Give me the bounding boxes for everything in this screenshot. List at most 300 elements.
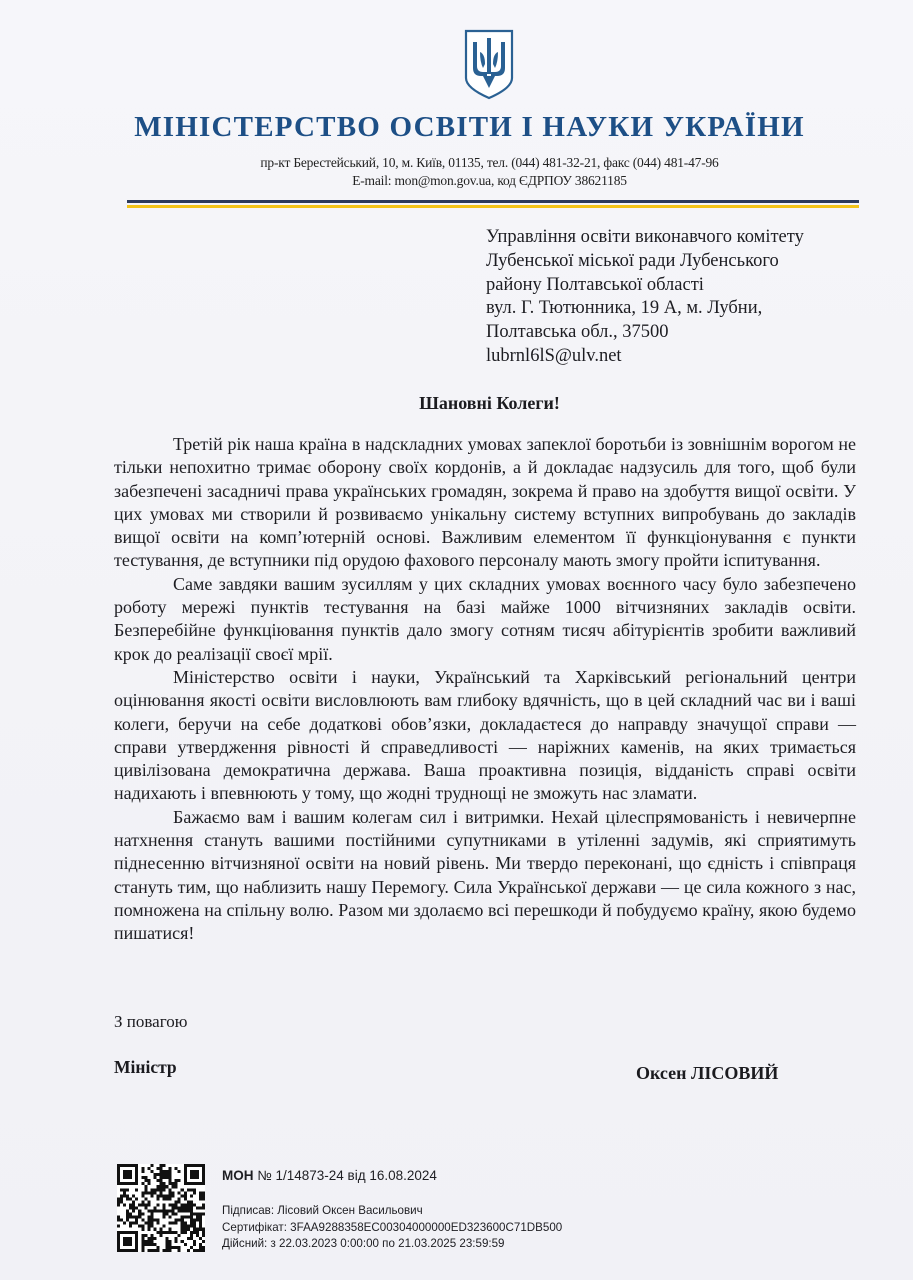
qr-module [123, 1191, 126, 1194]
qr-module [159, 1231, 162, 1234]
recipient-line: Управління освіти виконавчого комітету [486, 227, 804, 247]
qr-module [169, 1231, 172, 1234]
qr-module [117, 1216, 120, 1219]
qr-module [166, 1170, 169, 1173]
recipient-line: вул. Г. Тютюнника, 19 А, м. Лубни, [486, 298, 763, 319]
qr-module [187, 1210, 190, 1213]
qr-module [141, 1191, 144, 1194]
qr-module [163, 1203, 166, 1206]
qr-module [178, 1249, 181, 1252]
letter-body [114, 433, 856, 946]
qr-module [166, 1231, 169, 1234]
qr-module [147, 1167, 150, 1170]
qr-module [169, 1240, 172, 1243]
qr-module [141, 1237, 144, 1240]
qr-module [150, 1249, 153, 1252]
qr-module [135, 1222, 138, 1225]
qr-module [178, 1206, 181, 1209]
qr-module [141, 1200, 144, 1203]
qr-module [132, 1222, 135, 1225]
qr-module [153, 1228, 156, 1231]
qr-module [187, 1203, 190, 1206]
qr-module [199, 1237, 202, 1240]
qr-code-icon [117, 1164, 205, 1252]
qr-module [202, 1197, 205, 1200]
qr-module [178, 1210, 181, 1213]
registration-value: № 1/14873-24 від 16.08.2024 [257, 1168, 437, 1183]
closing: З повагою [114, 1012, 188, 1031]
qr-module [190, 1246, 193, 1249]
qr-module [178, 1170, 181, 1173]
qr-module [126, 1216, 129, 1219]
qr-module [178, 1234, 181, 1237]
qr-module [202, 1191, 205, 1194]
qr-module [135, 1219, 138, 1222]
qr-module [190, 1237, 193, 1240]
qr-module [129, 1222, 132, 1225]
qr-module [159, 1194, 162, 1197]
qr-module [123, 1203, 126, 1206]
qr-module [150, 1194, 153, 1197]
qr-module [181, 1228, 184, 1231]
qr-module [156, 1194, 159, 1197]
qr-module [159, 1179, 162, 1182]
qr-module [193, 1222, 196, 1225]
qr-module [144, 1188, 147, 1191]
qr-module [181, 1188, 184, 1191]
qr-module [190, 1213, 193, 1216]
qr-module [193, 1188, 196, 1191]
qr-module [175, 1200, 178, 1203]
qr-module [126, 1188, 129, 1191]
qr-module [141, 1246, 144, 1249]
qr-module [175, 1237, 178, 1240]
qr-module [202, 1203, 205, 1206]
qr-module [147, 1200, 150, 1203]
qr-module [141, 1228, 144, 1231]
qr-module [193, 1228, 196, 1231]
qr-module [202, 1234, 205, 1237]
qr-module [202, 1194, 205, 1197]
qr-module [132, 1216, 135, 1219]
qr-module [169, 1249, 172, 1252]
qr-module [166, 1249, 169, 1252]
qr-module [129, 1206, 132, 1209]
qr-module [123, 1188, 126, 1191]
qr-module [126, 1210, 129, 1213]
qr-module [190, 1225, 193, 1228]
letterhead-rule-yellow [127, 205, 859, 208]
qr-module [141, 1170, 144, 1173]
qr-module [196, 1219, 199, 1222]
qr-module [172, 1231, 175, 1234]
qr-module [138, 1216, 141, 1219]
qr-module [166, 1243, 169, 1246]
qr-module [150, 1225, 153, 1228]
qr-module [144, 1243, 147, 1246]
qr-module [202, 1228, 205, 1231]
qr-module [193, 1243, 196, 1246]
qr-module [141, 1234, 144, 1237]
qr-module [123, 1194, 126, 1197]
qr-module [144, 1185, 147, 1188]
signed-by: Підписав: Лісовий Оксен Васильович [222, 1204, 423, 1217]
qr-module [166, 1237, 169, 1240]
greeting: Шановні Колеги! [419, 393, 560, 413]
qr-module [175, 1182, 178, 1185]
qr-module [193, 1249, 196, 1252]
qr-module [117, 1200, 120, 1203]
qr-module [163, 1185, 166, 1188]
qr-module [196, 1234, 199, 1237]
qr-module [144, 1197, 147, 1200]
qr-module [202, 1206, 205, 1209]
qr-module [150, 1237, 153, 1240]
qr-module [187, 1200, 190, 1203]
qr-module [147, 1182, 150, 1185]
qr-module [156, 1219, 159, 1222]
qr-module [150, 1170, 153, 1173]
qr-module [141, 1182, 144, 1185]
qr-module [159, 1210, 162, 1213]
qr-module [199, 1194, 202, 1197]
qr-module [153, 1219, 156, 1222]
qr-module [147, 1191, 150, 1194]
qr-module [156, 1203, 159, 1206]
qr-module [202, 1246, 205, 1249]
qr-module [184, 1194, 187, 1197]
qr-module [159, 1176, 162, 1179]
qr-module [156, 1167, 159, 1170]
qr-module [184, 1222, 187, 1225]
qr-module [147, 1237, 150, 1240]
qr-module [196, 1206, 199, 1209]
qr-module [175, 1185, 178, 1188]
qr-module [156, 1197, 159, 1200]
qr-module [150, 1188, 153, 1191]
qr-module [153, 1243, 156, 1246]
qr-module [181, 1216, 184, 1219]
qr-module [199, 1213, 202, 1216]
qr-module [175, 1219, 178, 1222]
qr-module [184, 1216, 187, 1219]
qr-module [144, 1203, 147, 1206]
qr-module [147, 1222, 150, 1225]
qr-module [169, 1246, 172, 1249]
qr-module [159, 1234, 162, 1237]
qr-module [190, 1231, 193, 1234]
qr-module [181, 1222, 184, 1225]
qr-module [126, 1213, 129, 1216]
qr-module [150, 1213, 153, 1216]
qr-module [199, 1228, 202, 1231]
qr-module [178, 1219, 181, 1222]
qr-module [163, 1210, 166, 1213]
qr-module [150, 1191, 153, 1194]
qr-module [187, 1206, 190, 1209]
qr-module [150, 1243, 153, 1246]
registration-prefix: МОН [222, 1168, 254, 1183]
qr-module [175, 1167, 178, 1170]
qr-module [117, 1197, 120, 1200]
qr-module [196, 1216, 199, 1219]
qr-module [190, 1219, 193, 1222]
qr-module [141, 1249, 144, 1252]
qr-module [141, 1176, 144, 1179]
signer-name: Оксен ЛІСОВИЙ [636, 1063, 779, 1083]
qr-module [150, 1164, 153, 1167]
qr-module [156, 1249, 159, 1252]
qr-module [181, 1203, 184, 1206]
qr-module [150, 1234, 153, 1237]
qr-module [196, 1249, 199, 1252]
signer-title: Міністр [114, 1057, 177, 1077]
qr-module [153, 1249, 156, 1252]
qr-module [178, 1191, 181, 1194]
qr-module [193, 1219, 196, 1222]
qr-module [159, 1182, 162, 1185]
qr-module [172, 1213, 175, 1216]
registration-number [222, 1168, 562, 1183]
qr-module [184, 1191, 187, 1194]
qr-module [166, 1194, 169, 1197]
qr-module [181, 1240, 184, 1243]
recipient-line: Лубенської міської ради Лубенського [486, 250, 779, 271]
qr-module [175, 1203, 178, 1206]
qr-module [169, 1191, 172, 1194]
qr-module [169, 1197, 172, 1200]
qr-module [190, 1206, 193, 1209]
recipient-line: Полтавська обл., 37500 [486, 322, 669, 343]
qr-module [187, 1228, 190, 1231]
qr-module [169, 1194, 172, 1197]
qr-module [150, 1216, 153, 1219]
qr-module [169, 1176, 172, 1179]
qr-module [135, 1188, 138, 1191]
qr-module [163, 1170, 166, 1173]
qr-module [147, 1243, 150, 1246]
qr-module [138, 1213, 141, 1216]
qr-module [172, 1210, 175, 1213]
qr-module [135, 1206, 138, 1209]
recipient-email: lubrnl6lS@ulv.net [486, 345, 622, 366]
qr-module [175, 1231, 178, 1234]
qr-module [159, 1185, 162, 1188]
qr-module [172, 1185, 175, 1188]
qr-module [169, 1216, 172, 1219]
qr-module [199, 1191, 202, 1194]
qr-module [132, 1210, 135, 1213]
qr-module [153, 1176, 156, 1179]
qr-module [181, 1219, 184, 1222]
qr-module [199, 1246, 202, 1249]
qr-module [150, 1240, 153, 1243]
qr-module [135, 1216, 138, 1219]
qr-module [120, 1200, 123, 1203]
qr-module [199, 1222, 202, 1225]
qr-module [199, 1249, 202, 1252]
qr-module [169, 1188, 172, 1191]
qr-module [175, 1222, 178, 1225]
recipient-line: району Полтавської області [486, 274, 704, 295]
qr-module [166, 1176, 169, 1179]
qr-module [169, 1203, 172, 1206]
qr-module [156, 1210, 159, 1213]
qr-module [132, 1194, 135, 1197]
qr-module [199, 1206, 202, 1209]
qr-module [129, 1203, 132, 1206]
qr-module [156, 1185, 159, 1188]
qr-module [129, 1197, 132, 1200]
electronic-signature-block [222, 1168, 562, 1253]
qr-module [163, 1182, 166, 1185]
qr-module [169, 1210, 172, 1213]
qr-module [153, 1237, 156, 1240]
qr-module [172, 1222, 175, 1225]
qr-module [135, 1197, 138, 1200]
qr-module [159, 1167, 162, 1170]
qr-module [172, 1182, 175, 1185]
qr-module [150, 1219, 153, 1222]
qr-module [172, 1206, 175, 1209]
qr-module [120, 1188, 123, 1191]
body-paragraph: Третій рік наша країна в надскладних умовах запеклої боротьби із зовнішнім ворогом не тільки непохитно тримає оборону своїх кордонів, а й докладає надзусиль для того, щоб були забезпечені засадничі права українських громадян, зокрема й право на здобуття вищої освіти. У цих умовах ми створили й розвиваємо унікальну систему вступних випробувань до закладів вищої освіти на комп’ютерній основі. Важливим елементом її функціонування є пункти тестування, де вступники під орудою фахового персоналу мають змогу пройти іспитування. [114, 434, 856, 571]
qr-module [144, 1234, 147, 1237]
qr-module [163, 1176, 166, 1179]
qr-module [141, 1213, 144, 1216]
qr-module [144, 1179, 147, 1182]
qr-module [141, 1194, 144, 1197]
qr-module [141, 1203, 144, 1206]
qr-module [156, 1188, 159, 1191]
qr-module [169, 1182, 172, 1185]
qr-module [190, 1216, 193, 1219]
qr-module [175, 1179, 178, 1182]
qr-module [147, 1216, 150, 1219]
qr-module [193, 1231, 196, 1234]
qr-module [156, 1231, 159, 1234]
qr-module [196, 1213, 199, 1216]
qr-module [117, 1225, 120, 1228]
qr-module [166, 1173, 169, 1176]
qr-module [190, 1234, 193, 1237]
qr-module [166, 1240, 169, 1243]
qr-module [159, 1164, 162, 1167]
qr-module [202, 1249, 205, 1252]
qr-module [147, 1240, 150, 1243]
qr-module [144, 1206, 147, 1209]
qr-module [126, 1194, 129, 1197]
qr-module [147, 1249, 150, 1252]
body-paragraph: Бажаємо вам і вашим колегам сил і витримки. Нехай цілеспрямованість і невичерпне натхнення стануть вашими постійними супутниками в утіленні задумів, які сприятимуть піднесенню вітчизняної освіти на новий рівень. Ми твердо переконані, що єдність і співпраця стануть тим, що наблизить нашу Перемогу. Сила Української держави — це сила кожного з нас, помножена на спільну волю. Разом ми здолаємо всі перешкоди й побудуємо країну, якою будемо пишатися! [114, 806, 856, 944]
qr-module [181, 1231, 184, 1234]
qr-module [163, 1213, 166, 1216]
qr-module [153, 1210, 156, 1213]
qr-module [184, 1197, 187, 1200]
qr-module [144, 1176, 147, 1179]
qr-module [202, 1213, 205, 1216]
qr-module [159, 1188, 162, 1191]
qr-module [169, 1222, 172, 1225]
qr-module [169, 1170, 172, 1173]
qr-module [190, 1188, 193, 1191]
qr-module [117, 1203, 120, 1206]
qr-module [187, 1225, 190, 1228]
qr-module [193, 1240, 196, 1243]
qr-module [147, 1210, 150, 1213]
qr-module [120, 1194, 123, 1197]
qr-module [156, 1246, 159, 1249]
qr-module [184, 1228, 187, 1231]
qr-module [138, 1225, 141, 1228]
qr-module [175, 1246, 178, 1249]
qr-module [144, 1222, 147, 1225]
qr-module [184, 1206, 187, 1209]
qr-module [129, 1225, 132, 1228]
qr-module [181, 1194, 184, 1197]
qr-module [163, 1164, 166, 1167]
qr-module [138, 1203, 141, 1206]
qr-module [132, 1200, 135, 1203]
qr-module [159, 1228, 162, 1231]
qr-module [163, 1188, 166, 1191]
qr-module [163, 1249, 166, 1252]
qr-module [199, 1197, 202, 1200]
qr-module [166, 1246, 169, 1249]
qr-module [184, 1210, 187, 1213]
qr-module [156, 1222, 159, 1225]
qr-module [132, 1206, 135, 1209]
qr-module [150, 1210, 153, 1213]
qr-module [193, 1191, 196, 1194]
qr-module [190, 1194, 193, 1197]
qr-module [117, 1219, 120, 1222]
qr-module [163, 1206, 166, 1209]
qr-module [129, 1213, 132, 1216]
body-paragraph: Саме завдяки вашим зусиллям у цих складних умовах воєнного часу було забезпечено роботу мережі пунктів тестування на базі майже 1000 вітчизняних закладів освіти. Безперебійне функціювання пунктів дало змогу сотням тисяч абітурієнтів зробити важливий крок до реалізації своєї мрії. [114, 573, 856, 664]
qr-module [172, 1191, 175, 1194]
qr-module [175, 1206, 178, 1209]
qr-module [190, 1210, 193, 1213]
qr-module [123, 1222, 126, 1225]
qr-module [147, 1219, 150, 1222]
qr-module [159, 1173, 162, 1176]
qr-module [178, 1197, 181, 1200]
qr-module [147, 1228, 150, 1231]
qr-module [120, 1219, 123, 1222]
qr-module [184, 1203, 187, 1206]
qr-module [141, 1225, 144, 1228]
certificate-validity: Дійсний: з 22.03.2023 0:00:00 по 21.03.2025 23:59:59 [222, 1237, 505, 1250]
qr-module [178, 1246, 181, 1249]
qr-module [141, 1167, 144, 1170]
ministry-title: МІНІСТЕРСТВО ОСВІТИ І НАУКИ УКРАЇНИ [134, 111, 805, 143]
qr-module [153, 1188, 156, 1191]
qr-module [187, 1249, 190, 1252]
certificate-id: Сертифікат: 3FAA9288358EC00304000000ED323600C71DB500 [222, 1220, 563, 1234]
qr-module [187, 1188, 190, 1191]
qr-module [163, 1194, 166, 1197]
qr-module [172, 1246, 175, 1249]
qr-module [169, 1228, 172, 1231]
qr-module [178, 1200, 181, 1203]
qr-module [181, 1225, 184, 1228]
qr-module [202, 1231, 205, 1234]
qr-module [166, 1210, 169, 1213]
qr-module [147, 1203, 150, 1206]
qr-module [172, 1194, 175, 1197]
qr-module [144, 1191, 147, 1194]
